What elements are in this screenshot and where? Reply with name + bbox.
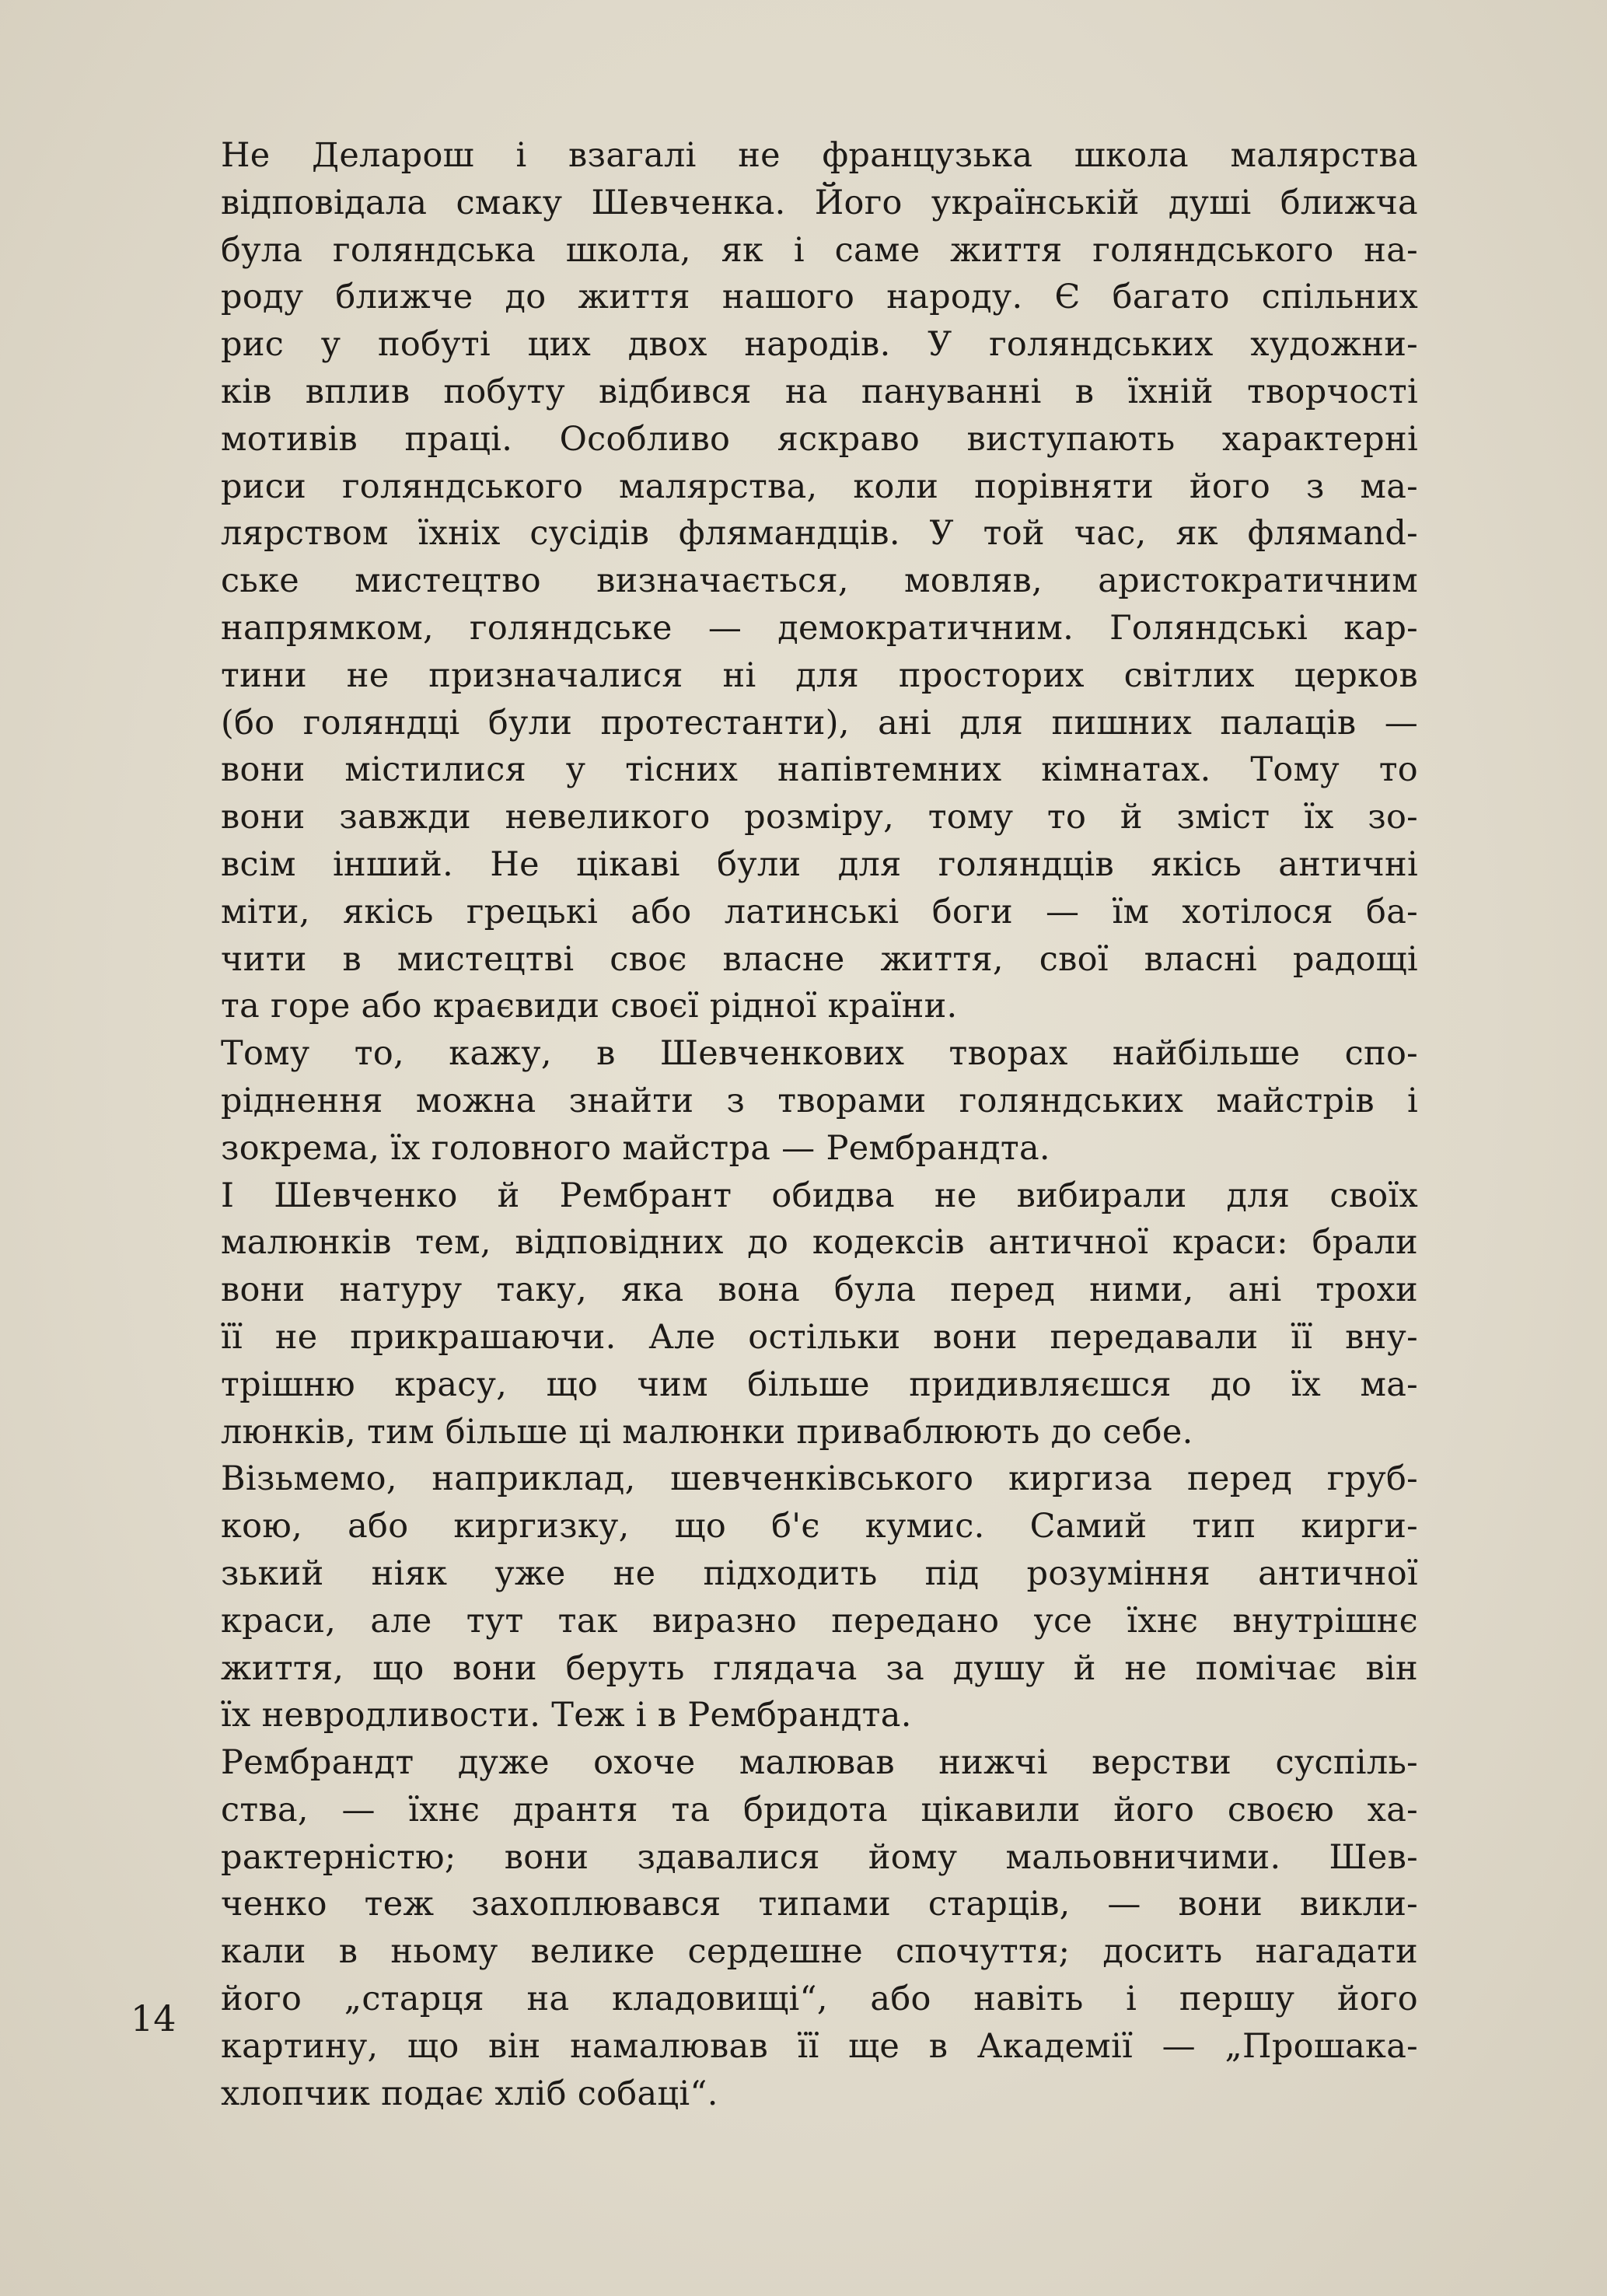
- text-line: чити в мистецтві своє власне життя, свої власні радощі: [221, 939, 1418, 979]
- text-line: зький ніяк уже не підходить під розуміння античної: [221, 1553, 1418, 1593]
- text-line: кою, або киргизку, що б'є кумис. Самий тип кирги-: [221, 1507, 1418, 1546]
- text-line: всім інший. Не цікаві були для голяндців якісь античні: [221, 844, 1418, 884]
- text-line: відповідала смаку Шевченка. Його українській душі ближча: [221, 183, 1418, 222]
- text-line: Не Деларош і взагалі не французька школа малярства: [221, 136, 1418, 175]
- text-line: життя, що вони беруть глядача за душу й не помічає він: [221, 1648, 1418, 1688]
- text-line: лярством їхніх сусідів флямандців. У той час, як флямand-: [221, 514, 1418, 554]
- text-line: його „старця на кладовищі“, або навіть і першу його: [221, 1980, 1418, 2019]
- text-line: І Шевченко й Рембрант обидва не вибирали для своїх: [221, 1176, 1418, 1215]
- text-line: картину, що він намалював її ще в Академії — „Прошака-: [221, 2026, 1418, 2066]
- text-line: кали в ньому велике сердешне спочуття; досить нагадати: [221, 1932, 1418, 1972]
- text-line: вони натуру таку, яка вона була перед ними, ані трохи: [221, 1270, 1418, 1310]
- body-text: [221, 132, 1418, 2117]
- text-line: її не прикрашаючи. Але остільки вони передавали її вну-: [221, 1317, 1418, 1357]
- text-line: ків вплив побуту відбився на пануванні в їхній творчості: [221, 372, 1418, 411]
- text-line: вони завжди невеликого розміру, тому то й зміст їх зо-: [221, 798, 1418, 837]
- text-line: малюнків тем, відповідних до кодексів античної краси: брали: [221, 1223, 1418, 1263]
- text-line: була голяндська школа, як і саме життя голяндського на-: [221, 230, 1418, 270]
- text-line: краси, але тут так виразно передано усе їхнє внутрішнє: [221, 1601, 1418, 1641]
- text-line: напрямком, голяндське — демократичним. Голяндські кар-: [221, 608, 1418, 648]
- text-line: ріднення можна знайти з творами голяндських майстрів і: [221, 1081, 1418, 1120]
- text-line: Рембрандт дуже охоче малював нижчі верстви суспіль-: [221, 1743, 1418, 1783]
- text-line: Візьмемо, наприклад, шевченківського киргиза перед груб-: [221, 1459, 1418, 1499]
- page-number: 14: [131, 1997, 176, 2039]
- text-line: рис у побуті цих двох народів. У голяндських художни-: [221, 325, 1418, 365]
- text-line: мотивів праці. Особливо яскраво виступають характерні: [221, 419, 1418, 459]
- text-line: (бо голяндці були протестанти), ані для пишних палаців —: [221, 703, 1418, 743]
- text-line: вони містилися у тісних напівтемних кімнатах. Тому то: [221, 750, 1418, 790]
- text-line: їх невродливости. Теж і в Рембрандта.: [221, 1696, 912, 1735]
- text-line: хлопчик подає хліб собаці“.: [221, 2074, 718, 2113]
- text-line: риси голяндського малярства, коли порівняти його з ма-: [221, 467, 1418, 506]
- text-line: рактерністю; вони здавалися йому мальовничими. Шев-: [221, 1837, 1418, 1877]
- text-line: роду ближче до життя нашого народу. Є багато спільних: [221, 278, 1418, 317]
- text-line: зокрема, їх головного майстра — Рембрандта.: [221, 1128, 1050, 1168]
- text-line: Тому то, кажу, в Шевченкових творах найбільше спо-: [221, 1034, 1418, 1074]
- text-line: люнків, тим більше ці малюнки приваблюють до себе.: [221, 1412, 1193, 1452]
- text-line: міти, якісь грецькі або латинські боги — їм хотілося ба-: [221, 892, 1418, 931]
- text-line: ське мистецтво визначається, мовляв, аристократичним: [221, 561, 1418, 601]
- text-line: ченко теж захоплювався типами старців, — вони викли-: [221, 1885, 1418, 1924]
- text-line: та горе або краєвиди своєї рідної країни.: [221, 987, 958, 1026]
- text-line: трішню красу, що чим більше придивляєшся до їх ма-: [221, 1365, 1418, 1404]
- text-line: тини не призначалися ні для просторих світлих церков: [221, 655, 1418, 695]
- text-line: ства, — їхнє дрантя та бридота цікавили його своєю ха-: [221, 1790, 1418, 1829]
